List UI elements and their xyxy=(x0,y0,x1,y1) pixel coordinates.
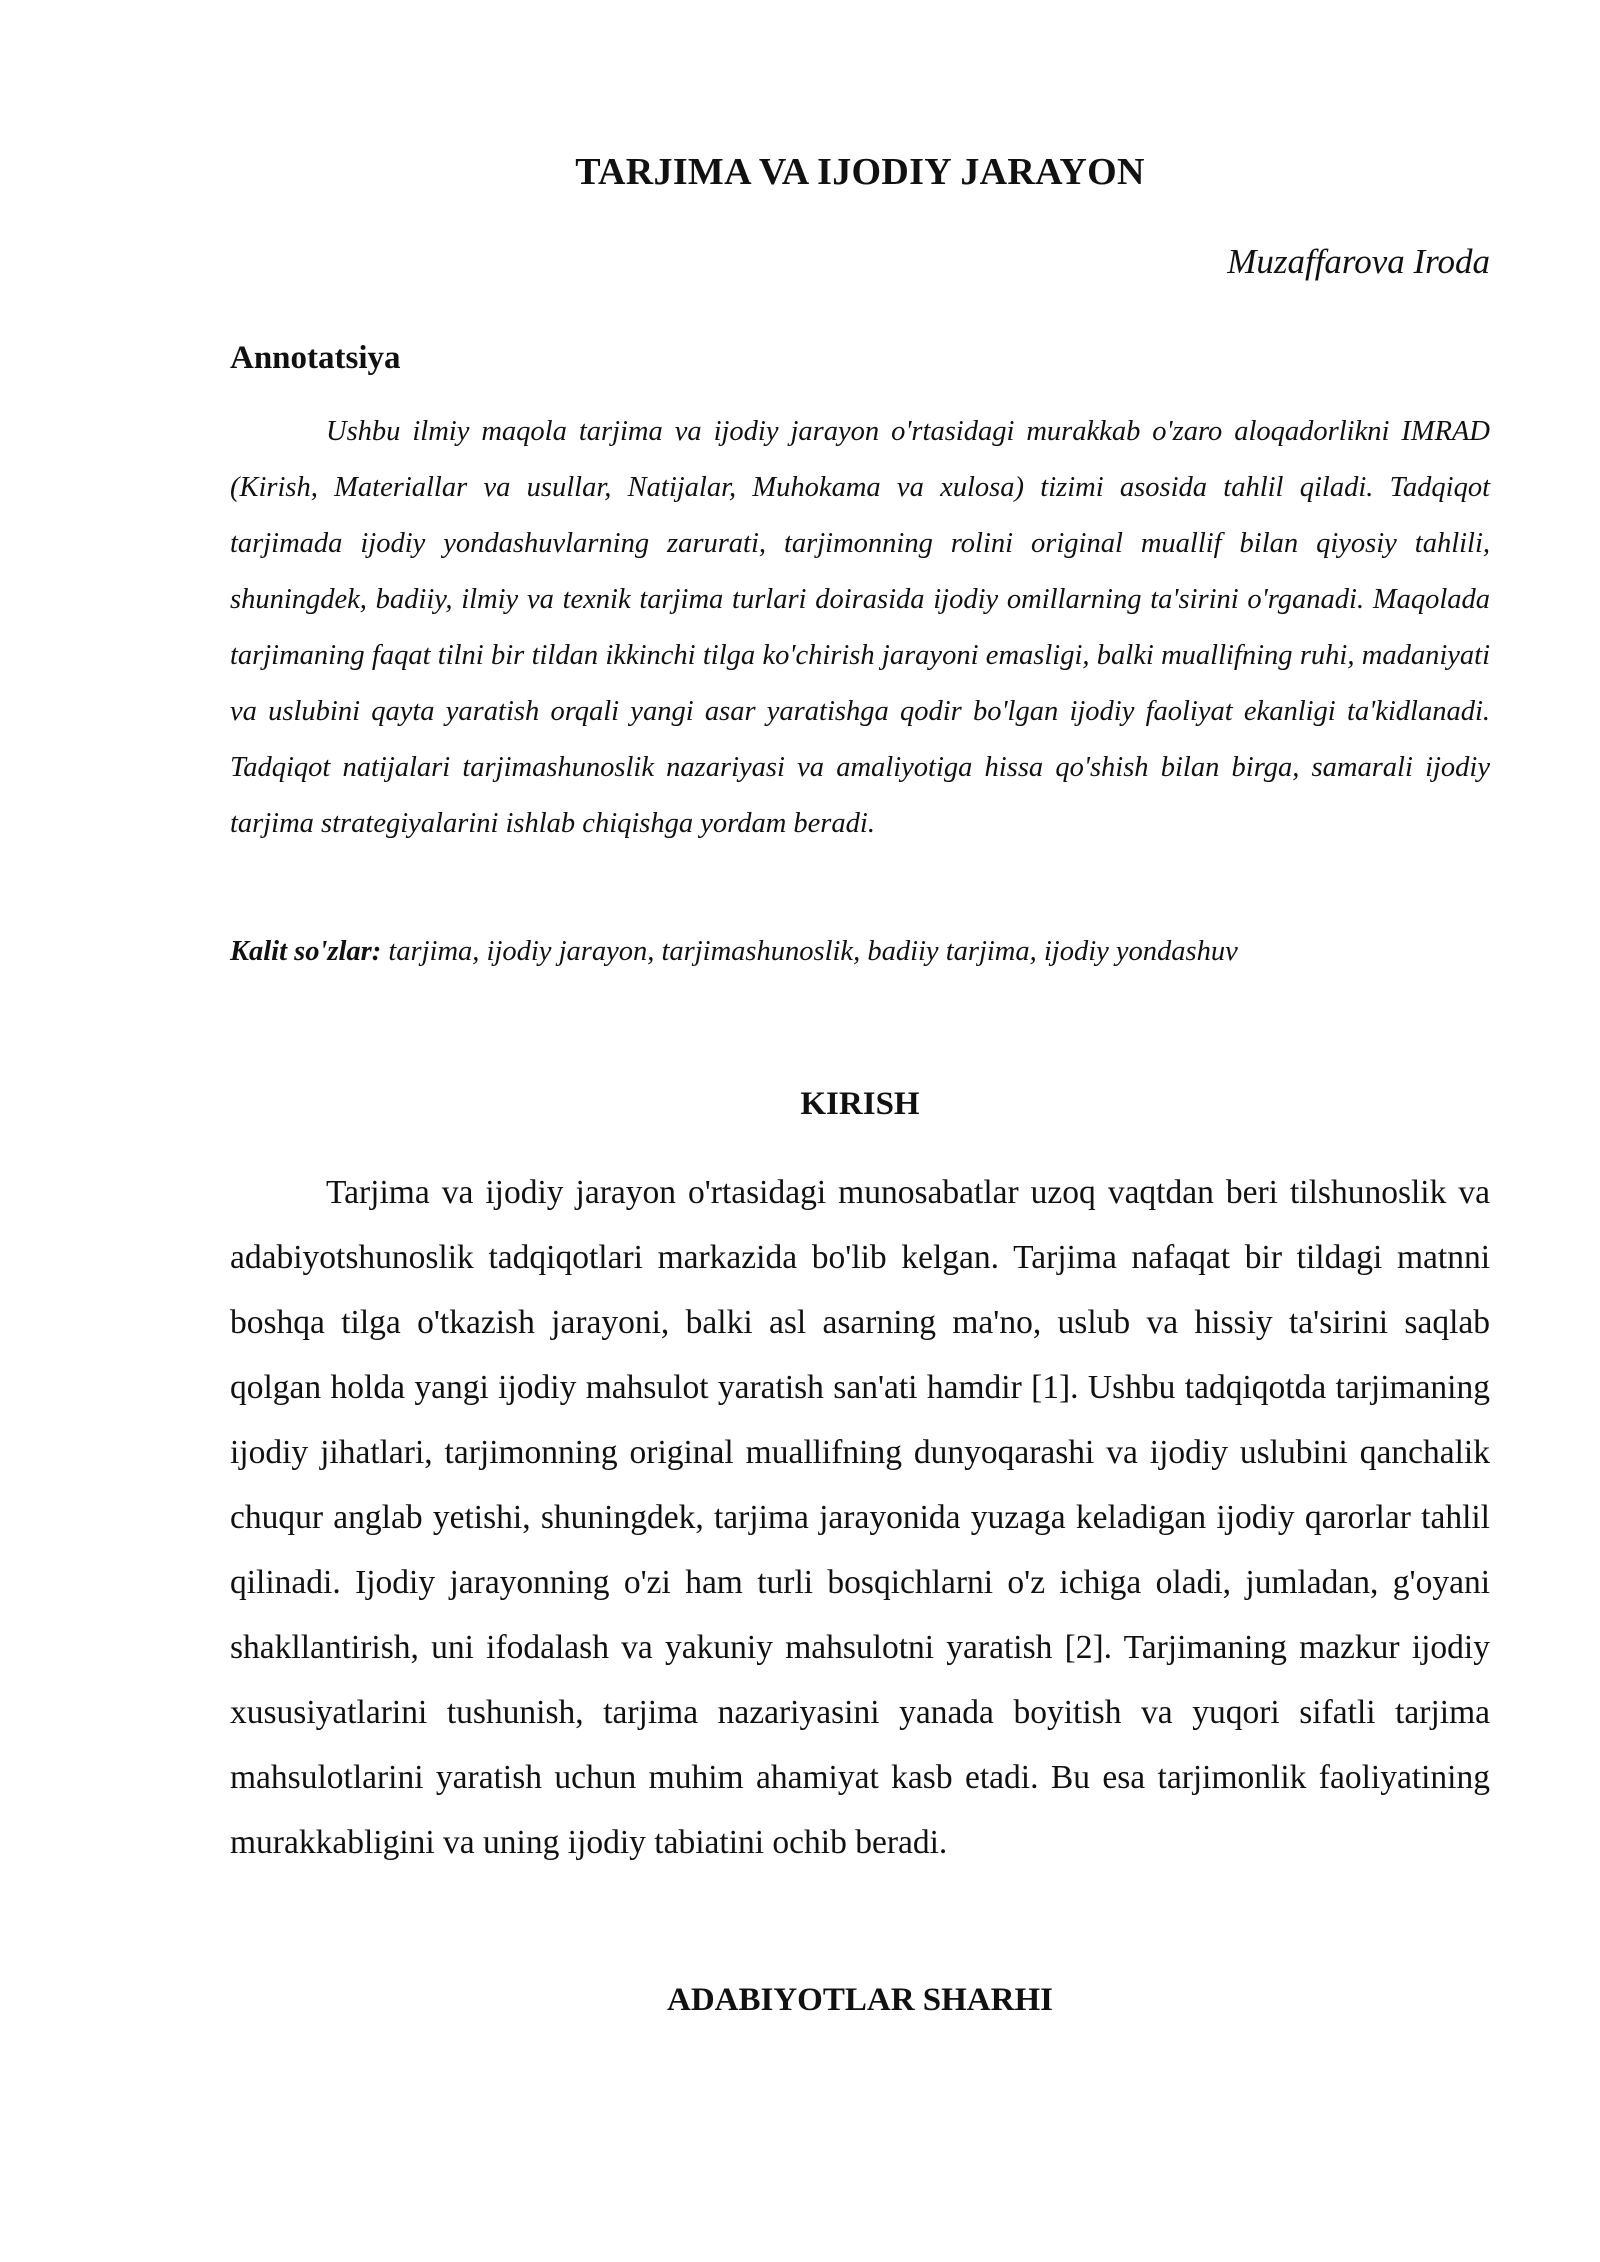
introduction-heading: KIRISH xyxy=(800,1086,920,1122)
literature-review-heading: ADABIYOTLAR SHARHI xyxy=(667,1982,1053,2018)
document-page xyxy=(230,0,1490,2262)
article-title: TARJIMA VA IJODIY JARAYON xyxy=(575,151,1145,193)
keywords-label: Kalit so'zlar: xyxy=(230,936,382,967)
author-name: Muzaffarova Iroda xyxy=(1227,242,1490,281)
annotation-text: Ushbu ilmiy maqola tarjima va ijodiy jarayon o'rtasidagi murakkab o'zaro aloqadorlikni IMRAD (Kirish, Materiallar va usullar, Natijalar, Muhokama va xulosa) tizimi asosida tahlil qiladi. Tadqiqot tarjimada ijodiy yondashuvlarning zarurati, tarjimonning rolini original muallif bilan qiyosiy tahlili, shuningdek, badiiy, ilmiy va texnik tarjima turlari doirasida ijodiy omillarning ta'sirini o'rganadi. Maqolada tarjimaning faqat tilni bir tildan ikkinchi tilga ko'chirish jarayoni emasligi, balki muallifning ruhi, madaniyati va uslubini qayta yaratish orqali yangi asar yaratishga qodir bo'lgan ijodiy faoliyat ekanligi ta'kidlanadi. Tadqiqot natijalari tarjimashunoslik nazariyasi va amaliyotiga hissa qo'shish bilan birga, samarali ijodiy tarjima strategiyalarini ishlab chiqishga yordam beradi. xyxy=(230,416,1490,839)
keywords-list: tarjima, ijodiy jarayon, tarjimashunoslik, badiiy tarjima, ijodiy yondashuv xyxy=(388,936,1238,967)
annotation-heading: Annotatsiya xyxy=(230,340,401,376)
keywords-line xyxy=(230,924,1490,980)
introduction-text: Tarjima va ijodiy jarayon o'rtasidagi munosabatlar uzoq vaqtdan beri tilshunoslik va adabiyotshunoslik tadqiqotlari markazida bo'lib kelgan. Tarjima nafaqat bir tildagi matnni boshqa tilga o'tkazish jarayoni, balki asl asarning ma'no, uslub va hissiy ta'sirini saqlab qolgan holda yangi ijodiy mahsulot yaratish san'ati hamdir [1]. Ushbu tadqiqotda tarjimaning ijodiy jihatlari, tarjimonning original muallifning dunyoqarashi va ijodiy uslubini qanchalik chuqur anglab yetishi, shuningdek, tarjima jarayonida yuzaga keladigan ijodiy qarorlar tahlil qilinadi. Ijodiy jarayonning o'zi ham turli bosqichlarni o'z ichiga oladi, jumladan, g'oyani shakllantirish, uni ifodalash va yakuniy mahsulotni yaratish [2]. Tarjimaning mazkur ijodiy xususiyatlarini tushunish, tarjima nazariyasini yanada boyitish va yuqori sifatli tarjima mahsulotlarini yaratish uchun muhim ahamiyat kasb etadi. Bu esa tarjimonlik faoliyatining murakkabligini va uning ijodiy tabiatini ochib beradi. xyxy=(230,1174,1490,1861)
